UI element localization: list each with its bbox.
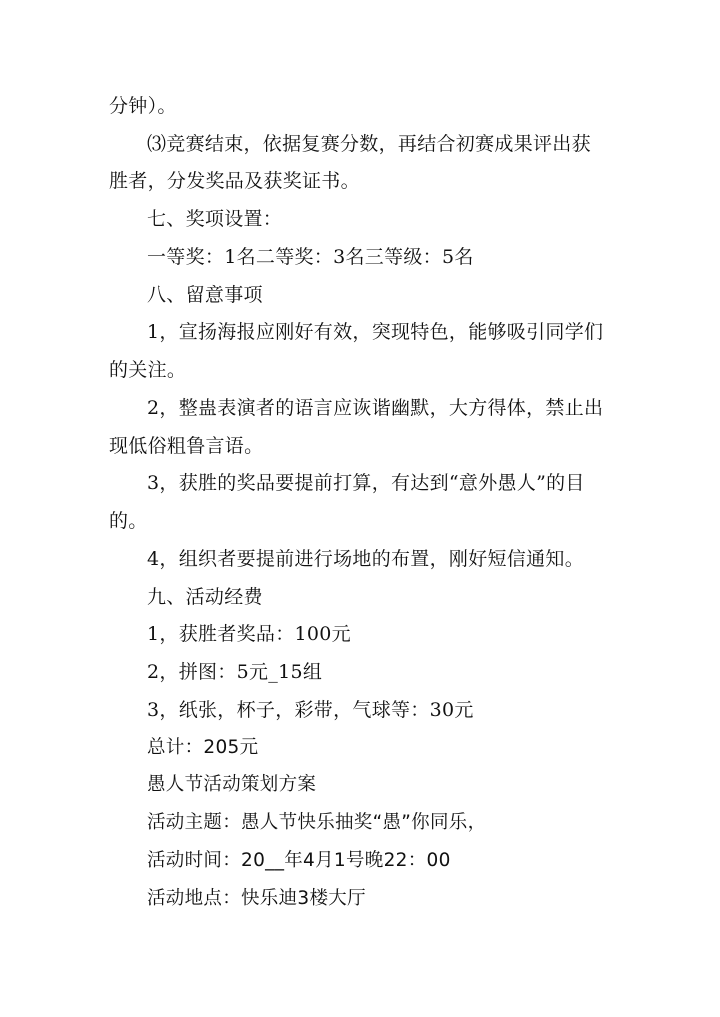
section-heading: 七、奖项设置： xyxy=(147,208,283,230)
text-line: 一等奖：1名二等奖：3名三等级：5名 xyxy=(147,246,474,268)
text-line: 1，获胜者奖品：100元 xyxy=(147,623,351,645)
text-line: 3，纸张，杯子，彩带，气球等：30元 xyxy=(147,699,474,721)
text-line: ⑶竞赛结束，依据复赛分数，再结合初赛成果评出获 xyxy=(147,133,591,155)
text-line: 1，宣扬海报应刚好有效，突现特色，能够吸引同学们 xyxy=(147,321,604,343)
text-line: 的。 xyxy=(109,510,148,532)
text-line: 分钟）。 xyxy=(109,95,177,117)
text-line: 活动主题：愚人节快乐抽奖“愚”你同乐， xyxy=(147,812,487,833)
text-line: 4，组织者要提前进行场地的布置，刚好短信通知。 xyxy=(147,548,584,570)
text-line: 总计：205元 xyxy=(147,737,259,758)
text-line: 2，整蛊表演者的语言应诙谐幽默，大方得体，禁止出 xyxy=(147,397,604,419)
text-line: 现低俗粗鲁言语。 xyxy=(109,435,264,457)
text-line: 2，拼图：5元_15组 xyxy=(147,661,323,683)
section-title: 愚人节活动策划方案 xyxy=(147,774,317,795)
text-line: 的关注。 xyxy=(109,359,187,381)
text-line: 活动地点：快乐迪3楼大厅 xyxy=(147,888,366,909)
text-line: 3，获胜的奖品要提前打算，有达到“意外愚人”的目 xyxy=(147,472,585,494)
section-heading: 九、活动经费 xyxy=(147,586,263,608)
text-line: 胜者，分发奖品及获奖证书。 xyxy=(109,170,360,192)
section-heading: 八、留意事项 xyxy=(147,284,263,306)
text-line: 活动时间：20__年4月1号晚22：00 xyxy=(147,850,451,871)
